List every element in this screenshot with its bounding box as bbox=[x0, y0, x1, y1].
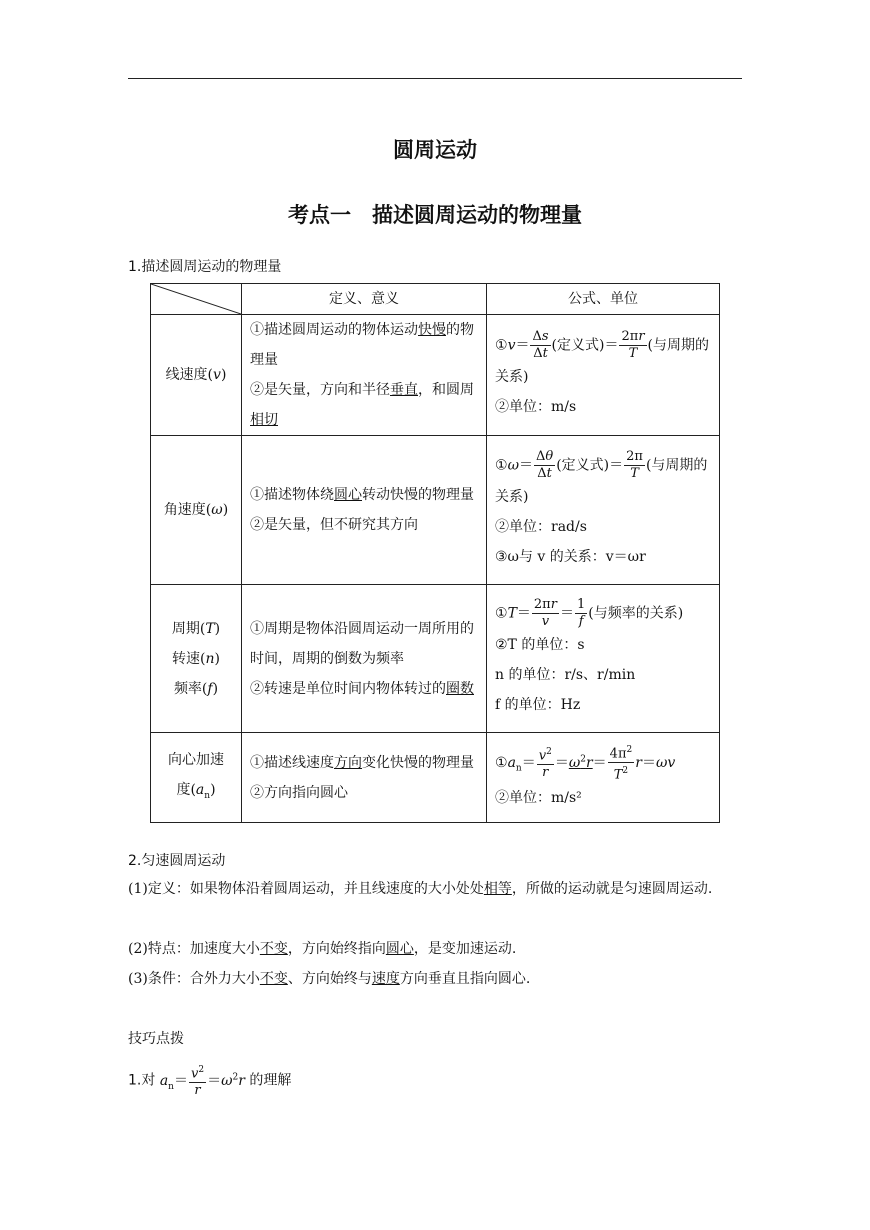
formula-note: (与频率的关系) bbox=[588, 605, 684, 622]
row-name-linear-velocity: 线速度(v) bbox=[151, 315, 242, 436]
table-row bbox=[151, 733, 720, 823]
row-formula-linear-velocity: ①v＝ $\frac{\Delta s}{\Delta t}$ (定义式)＝ $\frac{2\pi r}{T}$ (与周期的 关系) ②单位：m/s bbox=[487, 315, 720, 436]
tips-item1-suffix: 的理解 bbox=[249, 1072, 292, 1089]
header-rule bbox=[128, 78, 742, 79]
unit-linear-velocity: ②单位：m/s bbox=[495, 398, 577, 415]
row-formula-centripetal-acceleration: $①a_n=$ $\frac{v^2}{r}$ $=\omega^2r=$ $\frac{4\pi^2}{T^2}$ r＝ωv ②单位：m/s² bbox=[487, 733, 720, 823]
formula-note: (定义式) bbox=[556, 457, 610, 473]
row-name-angular-velocity: 角速度(ω) bbox=[151, 436, 242, 585]
table-row bbox=[151, 585, 720, 733]
row-formula-period: ①T＝ $\frac{2\pi r}{v}$ ＝ $\frac{1}{f}$ (与频率的关系) ②T 的单位：s n 的单位：r/s、r/min f 的单位：Hz bbox=[487, 585, 720, 733]
diagonal-line bbox=[151, 284, 241, 314]
unit-period: ②T 的单位：s bbox=[495, 637, 585, 653]
section2-item-1: (1)定义：如果物体沿着圆周运动，并且线速度的大小处处相等，所做的运动就是匀速圆周运动. bbox=[128, 881, 713, 897]
section1-heading: 1.描述圆周运动的物理量 bbox=[128, 259, 282, 275]
relation-angular-velocity: ③ω与 v 的关系：v＝ωr bbox=[495, 548, 646, 565]
unit-centripetal-acceleration: ②单位：m/s² bbox=[495, 790, 582, 807]
tips-item1-prefix: 1.对 bbox=[128, 1072, 156, 1089]
unit-frequency: f 的单位：Hz bbox=[495, 697, 581, 713]
unit-angular-velocity: ②单位：rad/s bbox=[495, 518, 587, 535]
row-def-angular-velocity: ①描述物体绕圆心转动快慢的物理量 ②是矢量，但不研究其方向 bbox=[242, 436, 487, 585]
quantity-table bbox=[150, 283, 720, 823]
section2-item-3: (3)条件：合外力大小不变、方向始终与速度方向垂直且指向圆心. bbox=[128, 971, 531, 987]
diagonal-header-cell bbox=[151, 284, 242, 315]
row-def-period: ①周期是物体沿圆周运动一周所用的时间，周期的倒数为频率 ②转速是单位时间内物体转过的圈数 bbox=[242, 585, 487, 733]
table-row bbox=[151, 315, 720, 436]
table-header-row bbox=[151, 284, 720, 315]
row-formula-angular-velocity: ①ω＝ $\frac{\Delta\theta}{\Delta t}$ (定义式)＝ $\frac{2\pi}{T}$ (与周期的 关系) ②单位：rad/s ③ω与 v 的关系：v＝ωr bbox=[487, 436, 720, 585]
col-header-definition: 定义、意义 bbox=[242, 284, 487, 315]
row-name-period: 周期(T) 转速(n) 频率(f) bbox=[151, 585, 242, 733]
tips-heading: 技巧点拨 bbox=[128, 1031, 184, 1047]
table-row bbox=[151, 436, 720, 585]
section2-item-2: (2)特点：加速度大小不变，方向始终指向圆心，是变加速运动. bbox=[128, 941, 517, 957]
row-name-centripetal-acceleration: 向心加速 度$(a_n)$ bbox=[151, 733, 242, 823]
section2-heading: 2.匀速圆周运动 bbox=[128, 853, 226, 869]
row-def-centripetal-acceleration: ①描述线速度方向变化快慢的物理量 ②方向指向圆心 bbox=[242, 733, 487, 823]
tips-item-1: 1.对 $a_n=$ $\frac{v^2}{r}$ $=\omega^2r$ 的理解 bbox=[128, 1062, 291, 1099]
page-subtitle: 考点一 描述圆周运动的物理量 bbox=[288, 203, 582, 227]
page-title: 圆周运动 bbox=[393, 138, 477, 162]
col-header-formula: 公式、单位 bbox=[487, 284, 720, 315]
unit-rotation: n 的单位：r/s、r/min bbox=[495, 667, 636, 683]
formula-note: (定义式) bbox=[551, 337, 605, 353]
row-def-linear-velocity: ①描述圆周运动的物体运动快慢的物理量 ②是矢量，方向和半径垂直，和圆周相切 bbox=[242, 315, 487, 436]
